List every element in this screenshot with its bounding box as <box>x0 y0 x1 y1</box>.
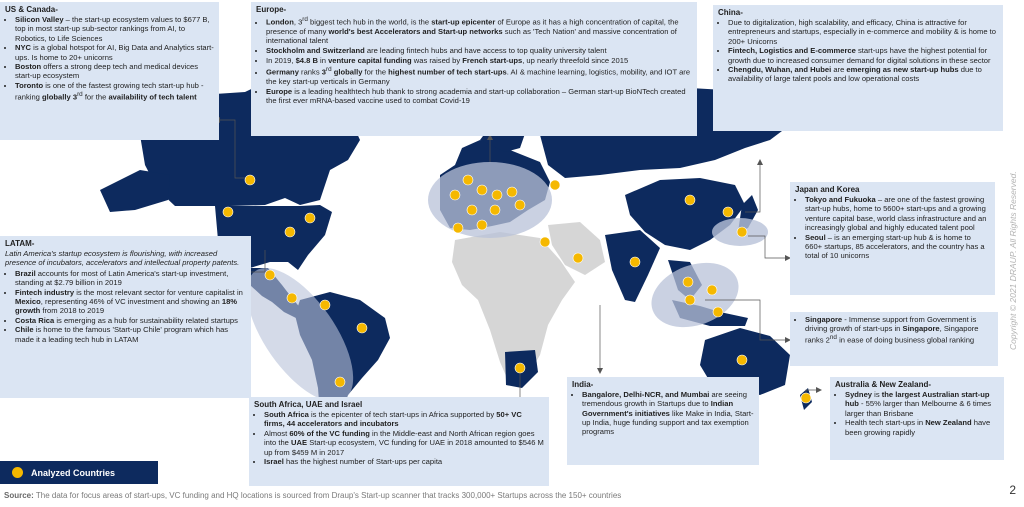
australia-box <box>830 377 1004 460</box>
bullet-item <box>266 56 692 65</box>
source-note <box>4 491 621 500</box>
dot-mexico <box>265 270 275 280</box>
bullet-text: French start-ups <box>462 55 523 65</box>
japan-korea-title: Japan and Korea <box>795 185 860 194</box>
bullet-text: such as 'Tech Nation' and massive concentration of international talent <box>266 26 677 46</box>
bullet-text: due to availability of large talent pools and low operational costs <box>728 65 982 84</box>
bullet-text: nd <box>829 334 837 342</box>
bullet-text: rd <box>302 16 308 24</box>
dot-silicon-valley <box>223 207 233 217</box>
bullet-text: is emerging as a hub for sustainability related startups <box>54 315 238 325</box>
bullet-text: , representing 46% of VC investment and showing an <box>40 296 222 306</box>
south-africa-title: South Africa, UAE and Israel <box>254 400 363 409</box>
bullet-text: globally 3 <box>42 92 78 102</box>
bullet-item <box>15 62 214 80</box>
bullet-item <box>266 46 692 55</box>
bullet-text: London <box>266 17 294 27</box>
south-africa-box <box>249 397 549 486</box>
bullet-text: venture capital funding <box>328 55 412 65</box>
bullet-text: - Immense support from Government is driving growth of start-ups in <box>805 315 977 334</box>
dot-korea <box>723 207 733 217</box>
bullet-text: are leading fintech hubs and have access to top quality university talent <box>364 45 607 55</box>
alaska-shape <box>100 170 170 212</box>
bullet-text: is one of the fastest growing tech start-up hub - ranking <box>15 81 204 102</box>
bullet-text: is the epicenter of tech start-ups in Africa supported by <box>308 410 497 420</box>
bullet-text: 18% growth <box>15 296 238 315</box>
legend <box>0 461 158 484</box>
bullet-text: are seeing tremendous growth in Startups due to <box>582 390 747 409</box>
bullet-text: Almost <box>264 429 290 439</box>
bullet-text: Chile <box>15 325 34 335</box>
source-text: The data for focus areas of start-ups, VC funding and HQ locations is sourced from Draup's Start-up scanner that tracks 300,000+ Startups across the 150+ countries <box>33 491 622 500</box>
bullet-text: in ease of doing business global ranking <box>836 335 975 345</box>
dot-costa-rica <box>287 293 297 303</box>
europe-list <box>256 15 692 105</box>
dot-china <box>685 195 695 205</box>
europe-box <box>251 2 697 136</box>
dot-sweden <box>477 185 487 195</box>
bullet-text: 50+ VC firms, 44 accelerators and incubators <box>264 410 522 429</box>
bullet-text: Toronto <box>15 81 44 91</box>
bullet-text: Mexico <box>15 296 41 306</box>
bullet-item <box>264 457 544 466</box>
dot-chile <box>335 377 345 387</box>
dot-stockholm <box>463 175 473 185</box>
bullet-item <box>845 418 999 436</box>
bullet-text: – is an emerging start-up hub & is home to 660+ startups, 85 accelerators, and the country has a total of 10 unicorns <box>805 232 985 260</box>
bullet-text: emerging as new start-up hubs <box>846 65 959 75</box>
singapore-list <box>795 315 993 345</box>
bullet-item <box>266 65 692 86</box>
bullet-text: Germany <box>266 67 299 77</box>
bullet-text: , Singapore ranks 2 <box>805 324 979 345</box>
bullet-item <box>15 316 246 325</box>
bullet-text: Silicon Valley <box>15 15 64 25</box>
bullet-text: rd <box>325 66 332 74</box>
bullet-text: , up nearly threefold since 2015 <box>522 55 629 65</box>
bullet-item <box>728 18 998 46</box>
bullet-text: Singapore <box>902 324 940 334</box>
bullet-text: NYC <box>15 43 32 53</box>
bullet-text: have been growing rapidly <box>845 418 991 437</box>
bullet-text: for the <box>82 92 109 102</box>
bullet-text: New Zealand <box>925 418 972 428</box>
dot-brazil <box>357 323 367 333</box>
bullet-item <box>728 65 998 83</box>
bullet-text: biggest tech hub in the world, is the <box>307 17 432 27</box>
japan-korea-list <box>795 195 990 260</box>
bullet-text: - 55% larger than Melbourne & 6 times larger than Brisbane <box>845 399 992 418</box>
bullet-item <box>15 325 246 343</box>
singapore-box <box>790 312 998 366</box>
us-canada-box <box>0 2 219 140</box>
bullet-text: 3 <box>321 67 326 77</box>
bullet-text: the largest Australian start-up hub <box>845 390 990 409</box>
bullet-text: – the start-up ecosystem values to $677 B, top in most start-up sub-sector rankings from AI, to Robotics, to Life Sciences <box>15 15 210 43</box>
us-canada-list <box>5 15 214 102</box>
bullet-item <box>266 15 692 45</box>
europe-title: Europe- <box>256 5 287 14</box>
dot-boston <box>285 227 295 237</box>
bullet-text: accounts for most of Latin America's start-up investment, standing at $2.79 billion in 2019 <box>15 268 229 287</box>
bullet-text: 60% of the VC funding <box>289 429 370 439</box>
dot-south-africa <box>515 363 525 373</box>
bullet-text: world's best Accelerators and Start-up networks <box>328 26 503 36</box>
dot-italy <box>477 220 487 230</box>
bullet-text: in the Middle-east and North African region goes into the <box>264 429 535 448</box>
dot-nyc <box>305 213 315 223</box>
bullet-text: start-up epicenter <box>431 17 496 27</box>
bullet-text: is the most relevant sector for venture capitalist in <box>74 287 243 297</box>
bullet-text: Health tech start-ups in <box>845 418 926 428</box>
bullet-text: like Make in India, Start-up India, huge funding support and tax exemption programs <box>582 408 754 437</box>
south-africa-list <box>254 410 544 466</box>
india-list <box>572 390 754 436</box>
dot-uae <box>573 253 583 263</box>
dot-poland <box>515 200 525 210</box>
bullet-text: – are one of the fastest growing start-up hubs, home to 5600+ start-ups and a growing venture capital base, world class infrastructure and an increasingly global and highly educated talent pool <box>805 195 987 232</box>
bullet-text: UAE <box>291 438 308 448</box>
legend-dot-icon <box>12 467 23 478</box>
dot-vietnam <box>683 277 693 287</box>
bullet-text: globally <box>331 67 363 77</box>
bullet-text: availability of tech talent <box>108 92 197 102</box>
bullet-item <box>805 195 990 232</box>
bullet-text: In 2019, <box>266 55 296 65</box>
bullet-text: Boston <box>15 62 42 72</box>
dot-india <box>630 257 640 267</box>
bullet-item <box>266 87 692 105</box>
bullet-item <box>15 288 246 316</box>
dot-singapore <box>685 295 695 305</box>
bullet-text: highest number of tech start-ups <box>388 67 507 77</box>
dot-netherlands <box>507 187 517 197</box>
bullet-text: Israel <box>264 457 284 467</box>
bullet-text: are <box>831 65 847 75</box>
bullet-text: Due to digitalization, high scalability, and efficacy, China is attractive for entrepreneurs and startups, especially in e-commerce and mobility & is home to 200+ Unicorns <box>728 18 997 46</box>
dot-france <box>467 205 477 215</box>
bullet-text: Europe <box>266 86 293 96</box>
bullet-text: Indian Government's initiatives <box>582 399 734 418</box>
bullet-item <box>805 233 990 261</box>
bullet-item <box>264 429 544 457</box>
latam-title: LATAM- <box>5 239 35 248</box>
bullet-text: has the highest number of Start-ups per capita <box>283 457 443 467</box>
dot-russia <box>550 180 560 190</box>
latam-intro: Latin America's startup ecosystem is flourishing, with increased presence of incubators, accelerators and intellectual property patents. <box>5 249 240 268</box>
dot-australia <box>737 355 747 365</box>
bullet-item <box>15 81 214 102</box>
copyright-watermark: Copyright © 2021 DRAUP. All Rights Reserved. <box>1008 171 1018 350</box>
dot-israel <box>540 237 550 247</box>
bullet-text: South Africa <box>264 410 309 420</box>
bullet-item <box>15 43 214 61</box>
india-title: India- <box>572 380 594 389</box>
bullet-text: Start-up ecosystem, VC funding for UAE in 2018 amounted to $546 M up from $459 M in 2017 <box>264 438 544 457</box>
bullet-text: Stockholm and Switzerland <box>266 45 365 55</box>
bullet-text: Brazil <box>15 268 36 278</box>
bullet-text: Tokyo and Fukuoka <box>805 195 876 205</box>
dot-spain <box>453 223 463 233</box>
bullet-item <box>805 315 993 345</box>
dot-london <box>450 190 460 200</box>
bullet-text: . AI & machine learning, logistics, mobility, and IOT are the key start-up verticals in Germany <box>266 67 691 86</box>
bullet-text: Fintech, Logistics and E-commerce <box>728 46 856 56</box>
china-title: China- <box>718 8 743 17</box>
source-label: Source: <box>4 491 34 500</box>
europe-highlight <box>428 162 552 238</box>
bullet-item <box>264 410 544 428</box>
dot-new-zealand <box>801 393 811 403</box>
us-canada-title: US & Canada- <box>5 5 58 14</box>
bullet-text: ranks <box>298 67 322 77</box>
china-box <box>713 5 1003 131</box>
dot-germany <box>492 190 502 200</box>
bullet-text: $4.8 B <box>295 55 318 65</box>
dot-indonesia <box>713 307 723 317</box>
bullet-text: Chengdu, Wuhan, and Hubei <box>728 65 832 75</box>
dot-toronto <box>245 175 255 185</box>
dot-japan <box>737 227 747 237</box>
bullet-item <box>15 15 214 43</box>
bullet-text: Sydney <box>845 390 873 400</box>
bullet-text: is a global hotspot for AI, Big Data and Analytics start-ups. Is home to 20+ unicorns <box>15 43 214 62</box>
bullet-text: was raised by <box>411 55 463 65</box>
india-box <box>567 377 759 465</box>
page-number: 2 <box>1009 483 1016 497</box>
dot-switzerland <box>490 205 500 215</box>
bullet-text: is home to the famous 'Start-up Chile' program which has made it a leading tech hub in LATAM <box>15 325 229 344</box>
australia-title: Australia & New Zealand- <box>835 380 932 389</box>
latam-box <box>0 236 251 398</box>
legend-label: Analyzed Countries <box>31 467 116 478</box>
bullet-item <box>845 390 999 418</box>
dot-colombia <box>320 300 330 310</box>
bullet-text: rd <box>77 91 83 99</box>
australia-list <box>835 390 999 437</box>
dot-philippines <box>707 285 717 295</box>
bullet-item <box>728 46 998 64</box>
china-list <box>718 18 998 83</box>
latam-list <box>5 269 246 344</box>
bullet-item <box>582 390 754 436</box>
bullet-item <box>15 269 246 287</box>
japan-korea-box <box>790 182 995 295</box>
bullet-text: in <box>317 55 329 65</box>
bullet-text: of Europe as it has a high concentration of capital, the presence of many <box>266 17 679 36</box>
bullet-text: Bangalore, Delhi-NCR, and Mumbai <box>582 390 710 400</box>
bullet-text: Fintech industry <box>15 287 75 297</box>
bullet-text: is a leading healthtech hub thank to strong academia and start-up collaboration – German start-up BioNTech created the first ever mRNA-based vaccine used to combat Covid-19 <box>266 86 686 105</box>
bullet-text: Singapore <box>805 315 843 324</box>
bullet-text: Seoul <box>805 232 826 242</box>
bullet-text: for the <box>362 67 389 77</box>
bullet-text: start-ups have the highest potential for growth due to increased consumer demand for digital solutions in these sector <box>728 46 991 65</box>
bullet-text: offers a strong deep tech and medical devices start-up ecosystem <box>15 62 199 81</box>
bullet-text: Costa Rica <box>15 315 55 325</box>
bullet-text: from 2018 to 2019 <box>40 305 105 315</box>
bullet-text: is <box>872 390 882 400</box>
bullet-text: , 3 <box>293 17 303 27</box>
